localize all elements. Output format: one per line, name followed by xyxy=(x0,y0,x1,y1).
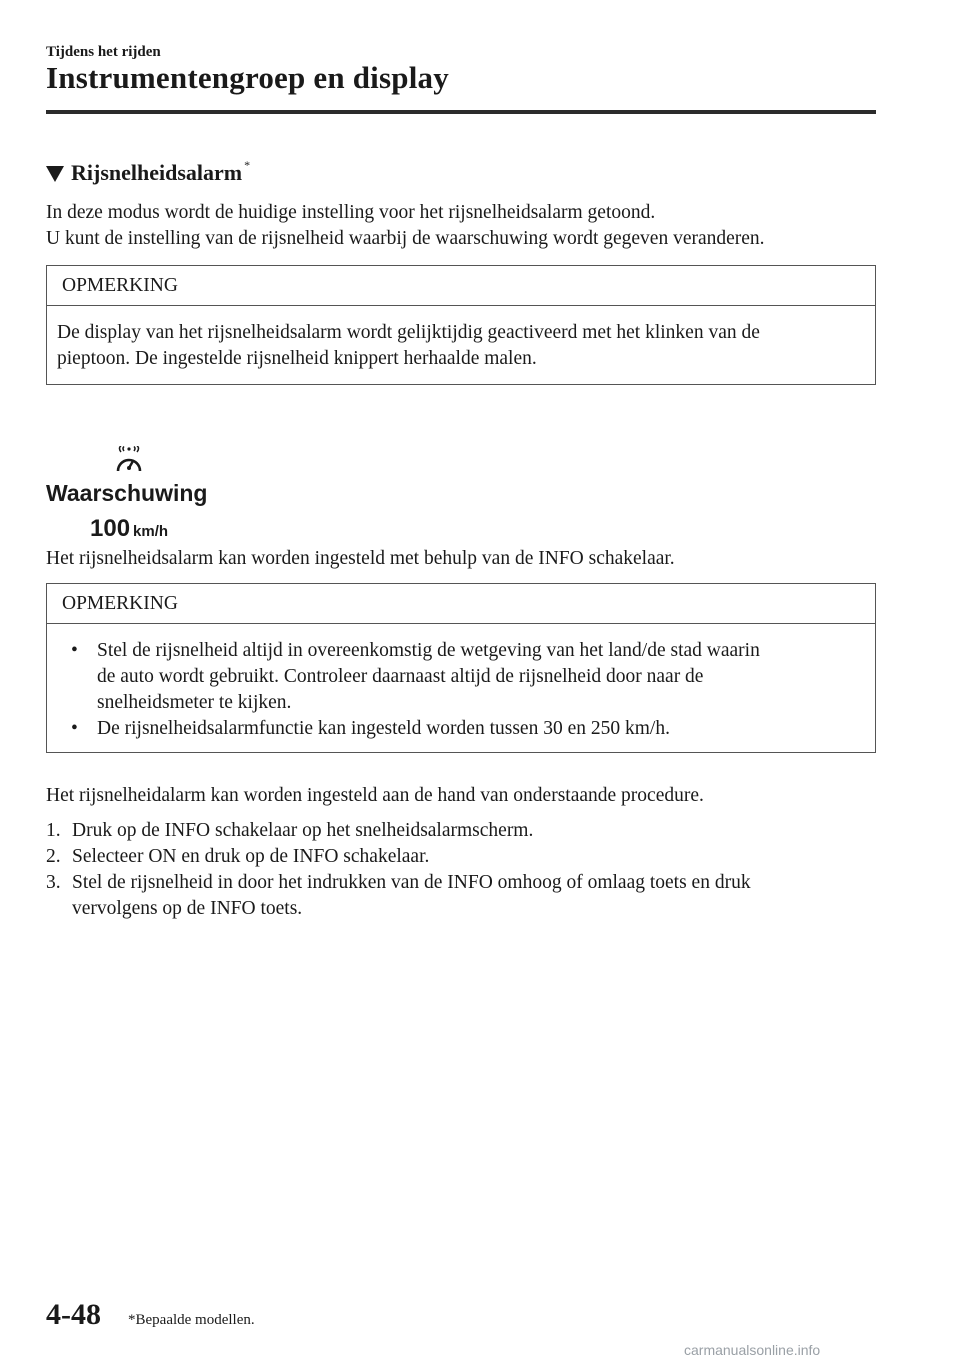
bullet-line: Stel de rijsnelheid altijd in overeenkomstig de wetgeving van het land/de stad waarin xyxy=(97,640,760,661)
note-bullet xyxy=(57,716,865,742)
bullet-line: snelheidsmeter te kijken. xyxy=(97,692,292,713)
step-number: 3. xyxy=(46,872,61,893)
procedure-steps xyxy=(46,818,886,922)
section-asterisk: * xyxy=(244,158,251,172)
note-body xyxy=(47,624,875,742)
step-line: Druk op de INFO schakelaar op het snelheidsalarmscherm. xyxy=(72,820,534,841)
page-number: 4-48 xyxy=(46,1298,101,1331)
speed-alarm-gauge-icon xyxy=(112,446,146,476)
page-title: Instrumentengroep en display xyxy=(46,60,449,95)
note-box xyxy=(46,583,876,753)
note-heading: OPMERKING xyxy=(47,584,875,624)
step-line: Selecteer ON en druk op de INFO schakelaar. xyxy=(72,846,430,867)
bullet-mark: • xyxy=(71,640,78,661)
procedure-step xyxy=(46,844,886,870)
display-speed-readout xyxy=(90,515,168,543)
step-line: Stel de rijsnelheid in door het indrukken van de INFO omhoog of omlaag toets en druk xyxy=(72,872,751,893)
watermark: carmanualsonline.info xyxy=(684,1342,821,1358)
section-title: Rijsnelheidsalarm xyxy=(71,160,243,185)
step-number: 2. xyxy=(46,846,61,867)
display-warning-text: Waarschuwing xyxy=(46,480,208,506)
speed-unit: km/h xyxy=(133,523,169,540)
bullet-line: De rijsnelheidsalarmfunctie kan ingesteld worden tussen 30 en 250 km/h. xyxy=(97,718,670,739)
title-rule xyxy=(46,110,876,114)
bullet-line: de auto wordt gebruikt. Controleer daarnaast altijd de rijsnelheid door naar de xyxy=(97,666,704,687)
note-line: pieptoon. De ingestelde rijsnelheid knippert herhaalde malen. xyxy=(57,348,537,369)
info-switch-paragraph: Het rijsnelheidsalarm kan worden ingesteld met behulp van de INFO schakelaar. xyxy=(46,548,675,569)
speed-value: 100 xyxy=(90,515,131,542)
procedure-step xyxy=(46,870,886,922)
intro-paragraph xyxy=(46,200,765,252)
section-heading xyxy=(46,160,250,186)
note-box xyxy=(46,265,876,385)
note-heading: OPMERKING xyxy=(47,266,875,306)
procedure-intro: Het rijsnelheidalarm kan worden ingesteld aan de hand van onderstaande procedure. xyxy=(46,785,704,806)
intro-line: U kunt de instelling van de rijsnelheid waarbij de waarschuwing wordt gegeven veranderen. xyxy=(46,228,765,249)
note-line: De display van het rijsnelheidsalarm wordt gelijktijdig geactiveerd met het klinken van de xyxy=(57,322,760,343)
footnote: *Bepaalde modellen. xyxy=(128,1312,255,1328)
note-bullet xyxy=(57,638,865,716)
intro-line: In deze modus wordt de huidige instelling voor het rijsnelheidsalarm getoond. xyxy=(46,202,656,223)
step-number: 1. xyxy=(46,820,61,841)
bullet-mark: • xyxy=(71,718,78,739)
triangle-down-icon xyxy=(46,166,64,182)
note-body xyxy=(47,306,875,372)
step-line: vervolgens op de INFO toets. xyxy=(72,898,303,919)
procedure-step xyxy=(46,818,886,844)
chapter-label: Tijdens het rijden xyxy=(46,44,161,60)
